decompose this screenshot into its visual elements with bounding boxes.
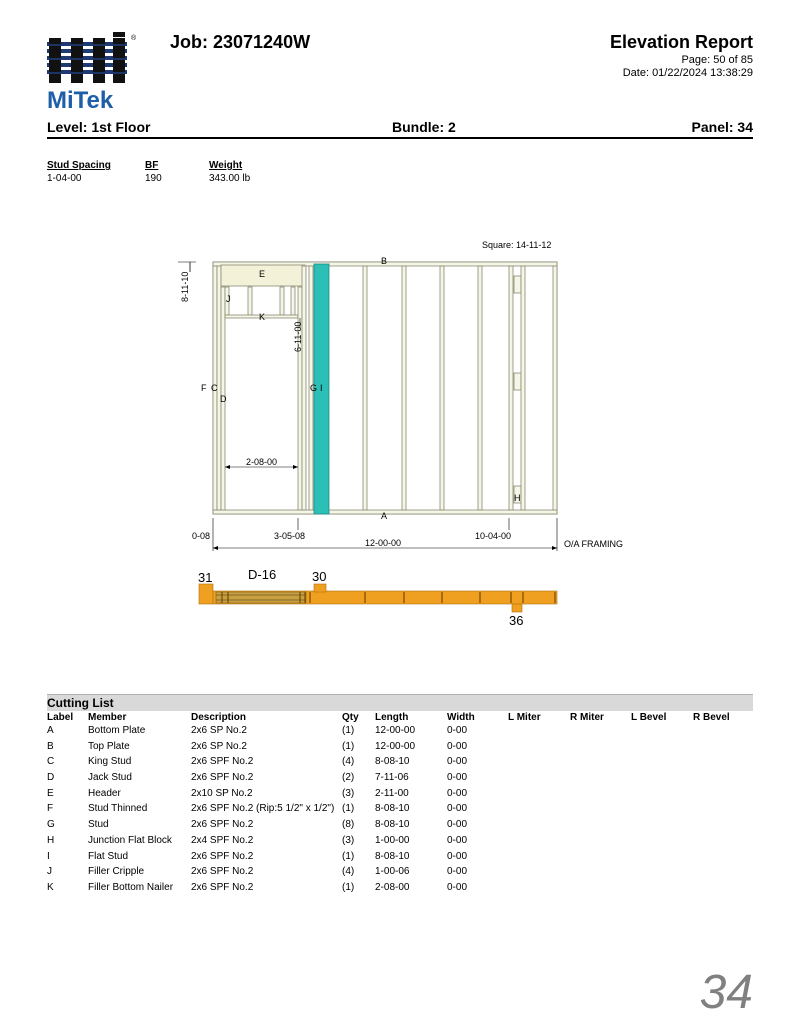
table-cell: F xyxy=(47,803,54,815)
table-cell xyxy=(693,819,753,835)
table-row xyxy=(47,835,753,851)
table-cell: D xyxy=(47,772,55,784)
opening-width-dimension: 2-08-00 xyxy=(246,457,278,467)
label-g: G xyxy=(310,383,318,393)
stud-g-8 xyxy=(553,266,557,510)
table-cell: 12-00-00 xyxy=(375,740,416,752)
table-cell xyxy=(508,788,570,804)
table-cell: 0-00 xyxy=(447,850,468,862)
table-cell: 2x6 SPF No.2 xyxy=(191,866,254,878)
table-cell: Filler Bottom Nailer xyxy=(88,881,174,893)
label-e: E xyxy=(259,269,266,279)
table-cell xyxy=(508,851,570,867)
table-cell: 2x6 SPF No.2 (Rip:5 1/2" x 1/2") xyxy=(191,803,335,815)
table-cell: Top Plate xyxy=(88,740,130,752)
table-cell xyxy=(570,725,631,741)
label-f: F xyxy=(201,383,207,393)
table-cell: (4) xyxy=(342,866,355,878)
table-cell: E xyxy=(47,787,54,799)
table-cell xyxy=(570,819,631,835)
table-cell xyxy=(570,866,631,882)
table-cell: 8-08-10 xyxy=(375,756,410,768)
table-cell: Stud Thinned xyxy=(88,803,148,815)
table-cell: King Stud xyxy=(88,756,132,768)
table-cell xyxy=(693,835,753,851)
table-cell: (4) xyxy=(342,756,355,768)
table-row xyxy=(47,788,753,804)
table-cell: 2x6 SPF No.2 xyxy=(191,881,254,893)
table-cell xyxy=(508,866,570,882)
column-header: R Miter xyxy=(570,712,604,723)
table-cell: (1) xyxy=(342,803,355,815)
king-stud-left xyxy=(217,266,221,510)
table-row xyxy=(47,725,753,741)
table-cell xyxy=(693,741,753,757)
plan-opening xyxy=(216,592,306,603)
plan-label-30: 30 xyxy=(312,569,327,584)
table-cell: 0-00 xyxy=(447,740,468,752)
table-cell: 0-00 xyxy=(447,881,468,893)
column-header: R Bevel xyxy=(693,712,730,723)
table-cell: 2-11-00 xyxy=(375,787,409,799)
table-cell: 8-08-10 xyxy=(375,850,410,862)
table-row xyxy=(47,866,753,882)
plan-label-36: 36 xyxy=(509,613,524,628)
plan-block-30 xyxy=(314,584,326,592)
level-label: Level: 1st Floor xyxy=(47,119,151,135)
table-cell: 2x6 SPF No.2 xyxy=(191,850,254,862)
stud-g-3 xyxy=(402,266,406,510)
table-cell xyxy=(570,756,631,772)
table-cell xyxy=(570,788,631,804)
table-cell: (3) xyxy=(342,834,355,846)
job-number: Job: 23071240W xyxy=(170,32,311,52)
table-cell: (1) xyxy=(342,850,355,862)
stud-g-7 xyxy=(521,266,525,510)
table-cell: 8-08-10 xyxy=(375,803,410,815)
bf-header: BF xyxy=(145,160,159,171)
table-cell: (1) xyxy=(342,725,355,736)
table-cell: 2x10 SP No.2 xyxy=(191,787,253,799)
table-cell xyxy=(508,756,570,772)
table-cell: 2x6 SPF No.2 xyxy=(191,819,254,831)
table-cell: C xyxy=(47,756,55,768)
junction-block-1 xyxy=(514,276,521,293)
table-cell: 2x6 SPF No.2 xyxy=(191,772,254,784)
table-cell: (1) xyxy=(342,881,355,893)
table-cell: 7-11-06 xyxy=(375,772,409,784)
table-cell: 0-00 xyxy=(447,756,468,768)
stud-g-2 xyxy=(363,266,367,510)
table-cell xyxy=(693,866,753,882)
column-header: L Bevel xyxy=(631,712,667,723)
column-header: Description xyxy=(191,712,247,723)
plan-label-door: D-16 xyxy=(248,567,277,582)
table-cell xyxy=(631,788,693,804)
table-cell: 2x6 SPF No.2 xyxy=(191,756,254,768)
junction-block-2 xyxy=(514,373,521,390)
table-cell: 2x6 SP No.2 xyxy=(191,725,247,736)
label-a: A xyxy=(381,511,388,521)
table-cell xyxy=(570,741,631,757)
table-cell: 8-08-10 xyxy=(375,819,410,831)
column-header: Member xyxy=(88,712,127,723)
dim-left: 0-08 xyxy=(192,531,211,541)
report-date: Date: 01/22/2024 13:38:29 xyxy=(622,67,753,79)
table-cell: J xyxy=(47,866,52,878)
table-cell xyxy=(508,835,570,851)
plan-end-block-left xyxy=(199,584,213,604)
stud-spacing-value: 1-04-00 xyxy=(47,173,82,184)
table-cell xyxy=(631,741,693,757)
table-cell: (8) xyxy=(342,819,355,831)
table-cell xyxy=(693,803,753,819)
weight-value: 343.00 lb xyxy=(209,173,251,184)
table-cell xyxy=(508,741,570,757)
bf-value: 190 xyxy=(145,173,162,184)
column-header: Length xyxy=(375,712,409,723)
column-header: Qty xyxy=(342,712,359,723)
plan-label-31: 31 xyxy=(198,570,213,585)
stud-g-4 xyxy=(440,266,444,510)
table-cell: 0-00 xyxy=(447,787,468,799)
table-cell xyxy=(508,772,570,788)
table-cell xyxy=(570,835,631,851)
table-cell: 0-00 xyxy=(447,834,468,846)
cutting-list-title: Cutting List xyxy=(47,694,753,711)
table-cell: H xyxy=(47,834,55,846)
dim-total: 12-00-00 xyxy=(365,538,402,548)
square-dimension: Square: 14-11-12 xyxy=(482,240,552,250)
table-cell xyxy=(508,819,570,835)
table-cell: 1-00-06 xyxy=(375,866,410,878)
table-cell: Flat Stud xyxy=(88,850,129,862)
table-cell: 2-08-00 xyxy=(375,881,410,893)
table-cell xyxy=(693,788,753,804)
label-b: B xyxy=(381,256,388,266)
table-cell: 2x4 SPF No.2 xyxy=(191,834,254,846)
column-header: Width xyxy=(447,712,475,723)
page-indicator: Page: 50 of 85 xyxy=(681,54,753,66)
cutting-list-table xyxy=(47,710,753,898)
table-cell: Stud xyxy=(88,819,109,831)
table-cell: 2x6 SP No.2 xyxy=(191,740,247,752)
label-j: J xyxy=(226,294,231,304)
height-dimension: 8-11-10 xyxy=(180,271,190,302)
table-cell xyxy=(508,803,570,819)
label-i: I xyxy=(320,383,323,393)
table-cell xyxy=(693,772,753,788)
table-cell xyxy=(693,851,753,867)
table-cell xyxy=(570,772,631,788)
table-cell xyxy=(570,882,631,898)
table-cell xyxy=(631,866,693,882)
label-h: H xyxy=(514,493,521,503)
weight-header: Weight xyxy=(209,160,243,171)
table-cell: (2) xyxy=(342,772,355,784)
plan-block-36 xyxy=(512,604,522,612)
table-cell xyxy=(693,756,753,772)
dim-right: 10-04-00 xyxy=(475,531,512,541)
table-cell: Filler Cripple xyxy=(88,866,145,878)
table-cell xyxy=(631,756,693,772)
panel-number-footer: 34 xyxy=(699,966,753,1019)
table-row xyxy=(47,851,753,867)
table-cell: G xyxy=(47,819,55,831)
filler-cripple-2 xyxy=(248,287,252,315)
table-cell: B xyxy=(47,740,54,752)
king-stud-right xyxy=(302,266,306,510)
table-row xyxy=(47,756,753,772)
table-cell xyxy=(508,725,570,741)
label-k: K xyxy=(259,312,266,322)
filler-cripple-3 xyxy=(280,287,284,315)
table-cell: (3) xyxy=(342,787,355,799)
stud-g-5 xyxy=(478,266,482,510)
table-cell xyxy=(570,851,631,867)
table-cell xyxy=(693,725,753,741)
table-cell xyxy=(508,882,570,898)
table-cell xyxy=(631,851,693,867)
bundle-label: Bundle: 2 xyxy=(392,119,456,135)
report-title: Elevation Report xyxy=(609,32,753,52)
table-cell: Jack Stud xyxy=(88,772,132,784)
table-cell: 0-00 xyxy=(447,819,468,831)
label-d: D xyxy=(220,394,227,404)
table-cell: K xyxy=(47,881,54,893)
table-cell xyxy=(570,803,631,819)
panel-label: Panel: 34 xyxy=(691,119,753,135)
table-row xyxy=(47,772,753,788)
table-cell xyxy=(631,725,693,741)
svg-text:MiTek: MiTek xyxy=(47,87,114,112)
cutting-list-header xyxy=(47,710,753,725)
table-cell: 12-00-00 xyxy=(375,725,416,736)
table-cell: Junction Flat Block xyxy=(88,834,172,846)
cutting-list-body xyxy=(47,725,753,898)
table-cell xyxy=(631,803,693,819)
table-cell: (1) xyxy=(342,740,355,752)
table-cell xyxy=(631,772,693,788)
opening-height-dimension: 6-11-00 xyxy=(293,321,303,352)
table-cell xyxy=(631,819,693,835)
table-cell xyxy=(631,882,693,898)
filler-cripple-4 xyxy=(291,287,295,315)
wall-outline xyxy=(213,262,557,514)
table-cell xyxy=(631,835,693,851)
table-row xyxy=(47,741,753,757)
stud-spacing-header: Stud Spacing xyxy=(47,160,111,171)
table-cell: 0-00 xyxy=(447,772,468,784)
table-cell xyxy=(693,882,753,898)
table-cell: 0-00 xyxy=(447,866,468,878)
table-row xyxy=(47,882,753,898)
column-header: L Miter xyxy=(508,712,541,723)
svg-text:®: ® xyxy=(131,35,137,42)
table-cell: A xyxy=(47,725,54,736)
table-cell: 0-00 xyxy=(447,803,468,815)
label-c: C xyxy=(211,383,218,393)
stud-g-6 xyxy=(509,266,513,510)
table-cell: 0-00 xyxy=(447,725,468,736)
oa-framing-label: O/A FRAMING xyxy=(564,539,624,549)
table-cell: 1-00-00 xyxy=(375,834,410,846)
dim-mid: 3-05-08 xyxy=(274,531,306,541)
column-header: Label xyxy=(47,712,74,723)
table-row xyxy=(47,803,753,819)
table-cell: Header xyxy=(88,787,121,799)
table-row xyxy=(47,819,753,835)
table-cell: I xyxy=(47,850,50,862)
table-cell: Bottom Plate xyxy=(88,725,146,736)
